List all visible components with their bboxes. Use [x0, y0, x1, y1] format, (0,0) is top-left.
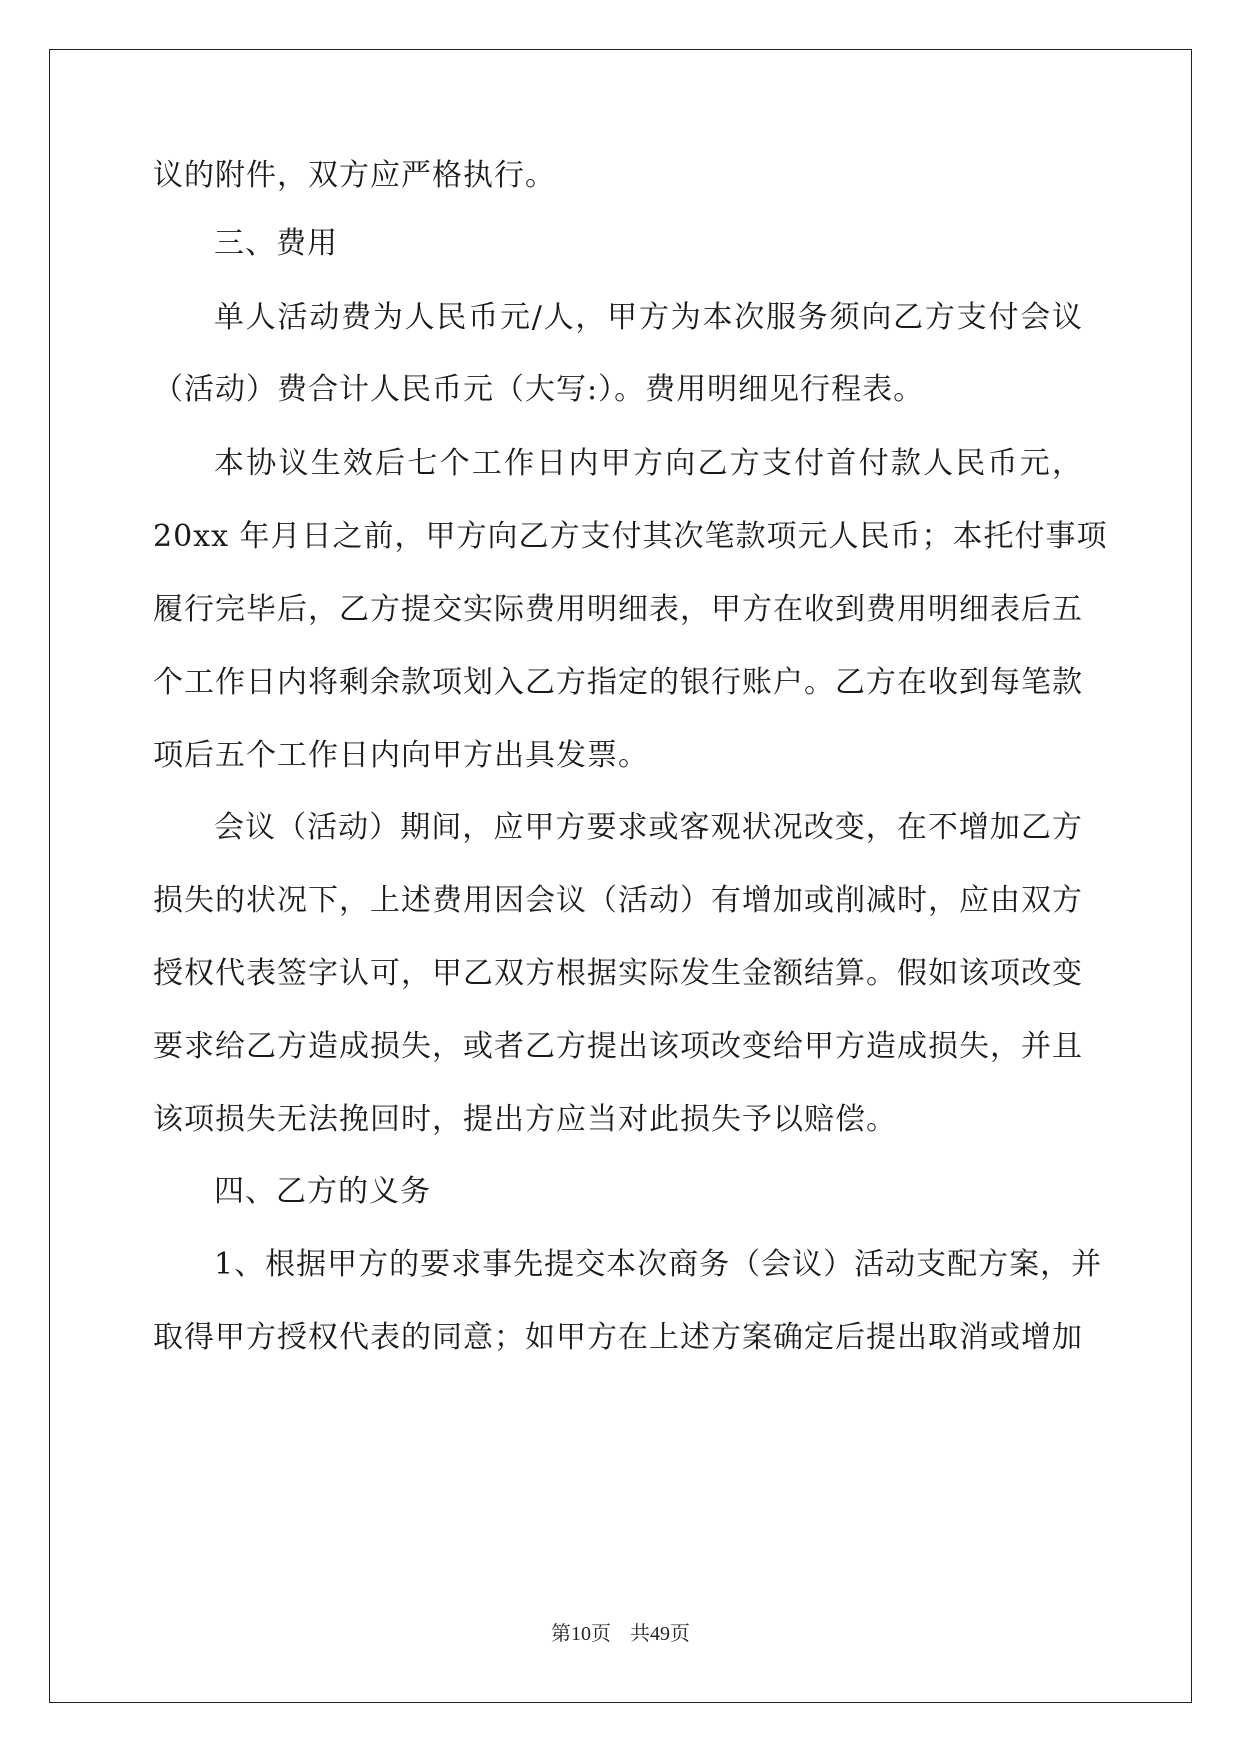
body-line: （活动）费合计人民币元（大写:）。费用明细见行程表。	[153, 372, 925, 407]
section-heading-obligations: 四、乙方的义务	[214, 1174, 431, 1209]
body-line: 个工作日内将剩余款项划入乙方指定的银行账户。乙方在收到每笔款	[153, 665, 1083, 700]
current-page-number: 10	[570, 1623, 591, 1645]
page-mid: 页	[590, 1621, 611, 1645]
body-line: 会议（活动）期间，应甲方要求或客观状况改变，在不增加乙方	[214, 810, 1083, 845]
body-line: 授权代表签字认可，甲乙双方根据实际发生金额结算。假如该项改变	[153, 956, 1083, 991]
body-line: 履行完毕后，乙方提交实际费用明细表，甲方在收到费用明细表后五	[153, 592, 1083, 627]
section-heading-fees: 三、费用	[214, 226, 338, 261]
body-line: 要求给乙方造成损失，或者乙方提出该项改变给甲方造成损失，并且	[153, 1029, 1083, 1064]
body-line: 取得甲方授权代表的同意；如甲方在上述方案确定后提出取消或增加	[153, 1320, 1083, 1355]
page-footer	[0, 1620, 1241, 1647]
body-line: 项后五个工作日内向甲方出具发票。	[153, 738, 649, 773]
body-line: 单人活动费为人民币元/人，甲方为本次服务须向乙方支付会议	[214, 300, 1083, 335]
total-suffix: 页	[670, 1621, 691, 1645]
body-line: 议的附件，双方应严格执行。	[153, 158, 556, 193]
total-pages-number: 49	[650, 1623, 671, 1645]
body-line: 本协议生效后七个工作日内甲方向乙方支付首付款人民币元，	[214, 446, 1083, 481]
page-prefix: 第	[550, 1621, 571, 1645]
body-line: 1、根据甲方的要求事先提交本次商务（会议）活动支配方案，并	[214, 1247, 1103, 1282]
body-line: 该项损失无法挽回时，提出方应当对此损失予以赔偿。	[153, 1102, 897, 1137]
body-line: 20xx 年月日之前，甲方向乙方支付其次笔款项元人民币；本托付事项	[153, 519, 1108, 554]
page-border	[49, 49, 1192, 1703]
total-prefix: 共	[630, 1621, 651, 1645]
body-line: 损失的状况下，上述费用因会议（活动）有增加或削减时，应由双方	[153, 883, 1083, 918]
